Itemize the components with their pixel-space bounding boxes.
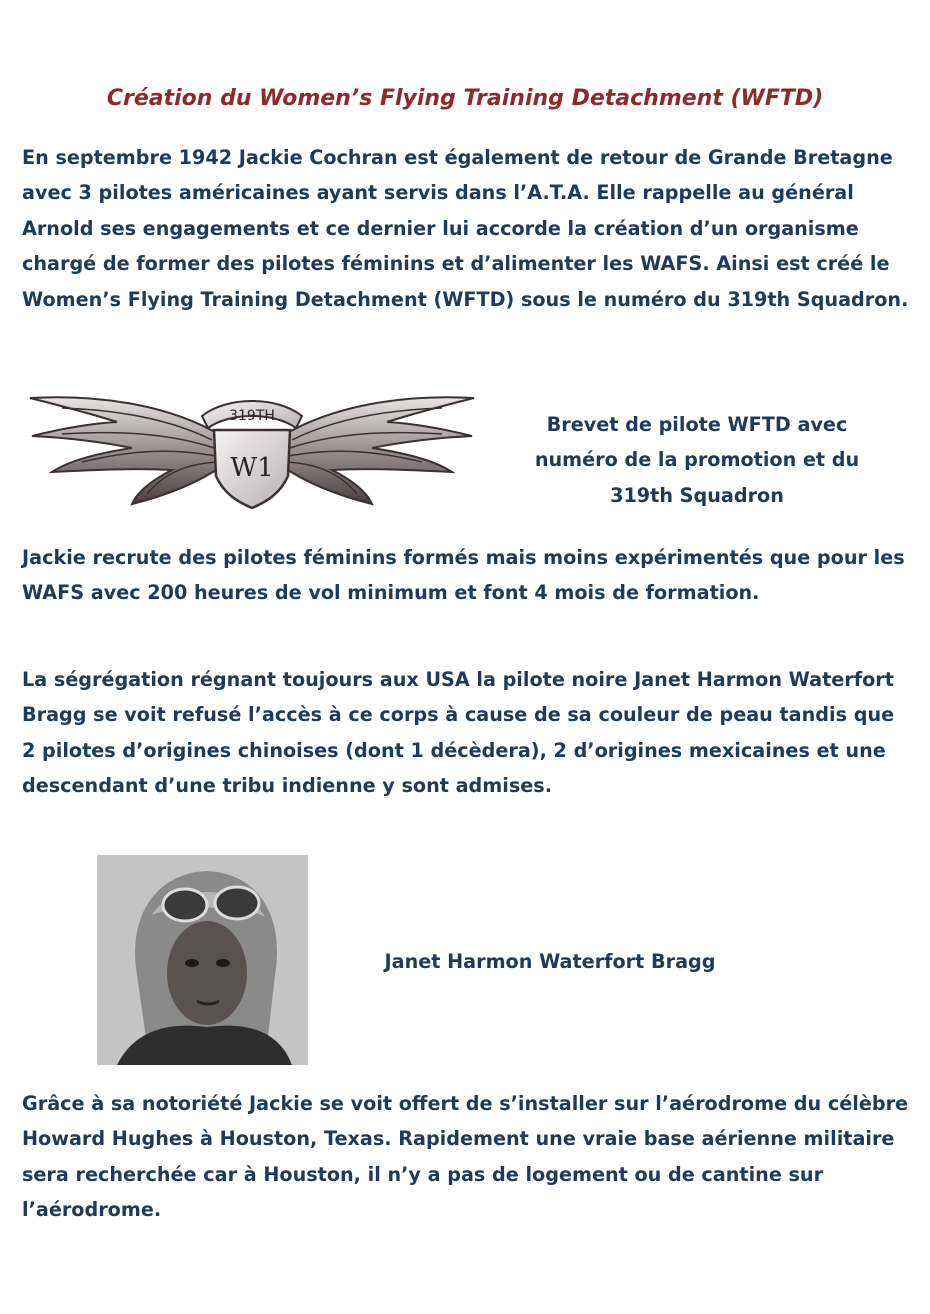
portrait-caption: Janet Harmon Waterfort Bragg [384,950,716,973]
paragraph-houston: Grâce à sa notoriété Jackie se voit offert de s’installer sur l’aérodrome du célèbre Howard Hughes à Houston, Texas. Rapidement une vraie base aérienne militaire sera recherchée car à Houston, il n’y a pas de logement ou de cantine sur l’aérodrome. [22,1092,909,1222]
wings-caption: Brevet de pilote WFTD avec numéro de la promotion et du 319th Squadron [534,413,860,507]
badge-banner-text: 319TH [229,408,275,424]
portrait-photo-janet-bragg [97,855,308,1065]
paragraph-segregation: La ségrégation régnant toujours aux USA la pilote noire Janet Harmon Waterfort Bragg se voit refusé l’accès à ce corps à cause de sa couleur de peau tandis que 2 pilotes d’origines chinoises (dont 1 décèdera), 2 d’origines mexicaines et une descendant d’une tribu indienne y sont admises. [22,668,895,798]
paragraph-wftd-creation: En septembre 1942 Jackie Cochran est également de retour de Grande Bretagne avec 3 pilotes américaines ayant servis dans l’A.T.A. Elle rappelle au général Arnold ses engagements et ce dernier lui accorde la création d’un organisme chargé de former des pilotes féminins et d’alimenter les WAFS. Ainsi est créé le Women’s Flying Training Detachment (WFTD) sous le numéro du 319th Squadron. [22,146,909,311]
left-wing-shape [30,397,222,504]
right-wing-shape [282,397,474,504]
badge-shield-text: W1 [230,453,274,483]
wftd-wings-badge-image [22,376,482,516]
paragraph-recruitment: Jackie recrute des pilotes féminins formés mais moins expérimentés que pour les WAFS avec 200 heures de vol minimum et font 4 mois de formation. [22,546,905,605]
page-title: Création du Women’s Flying Training Detachment (WFTD) [106,86,824,111]
portrait-drawing [97,855,308,1065]
